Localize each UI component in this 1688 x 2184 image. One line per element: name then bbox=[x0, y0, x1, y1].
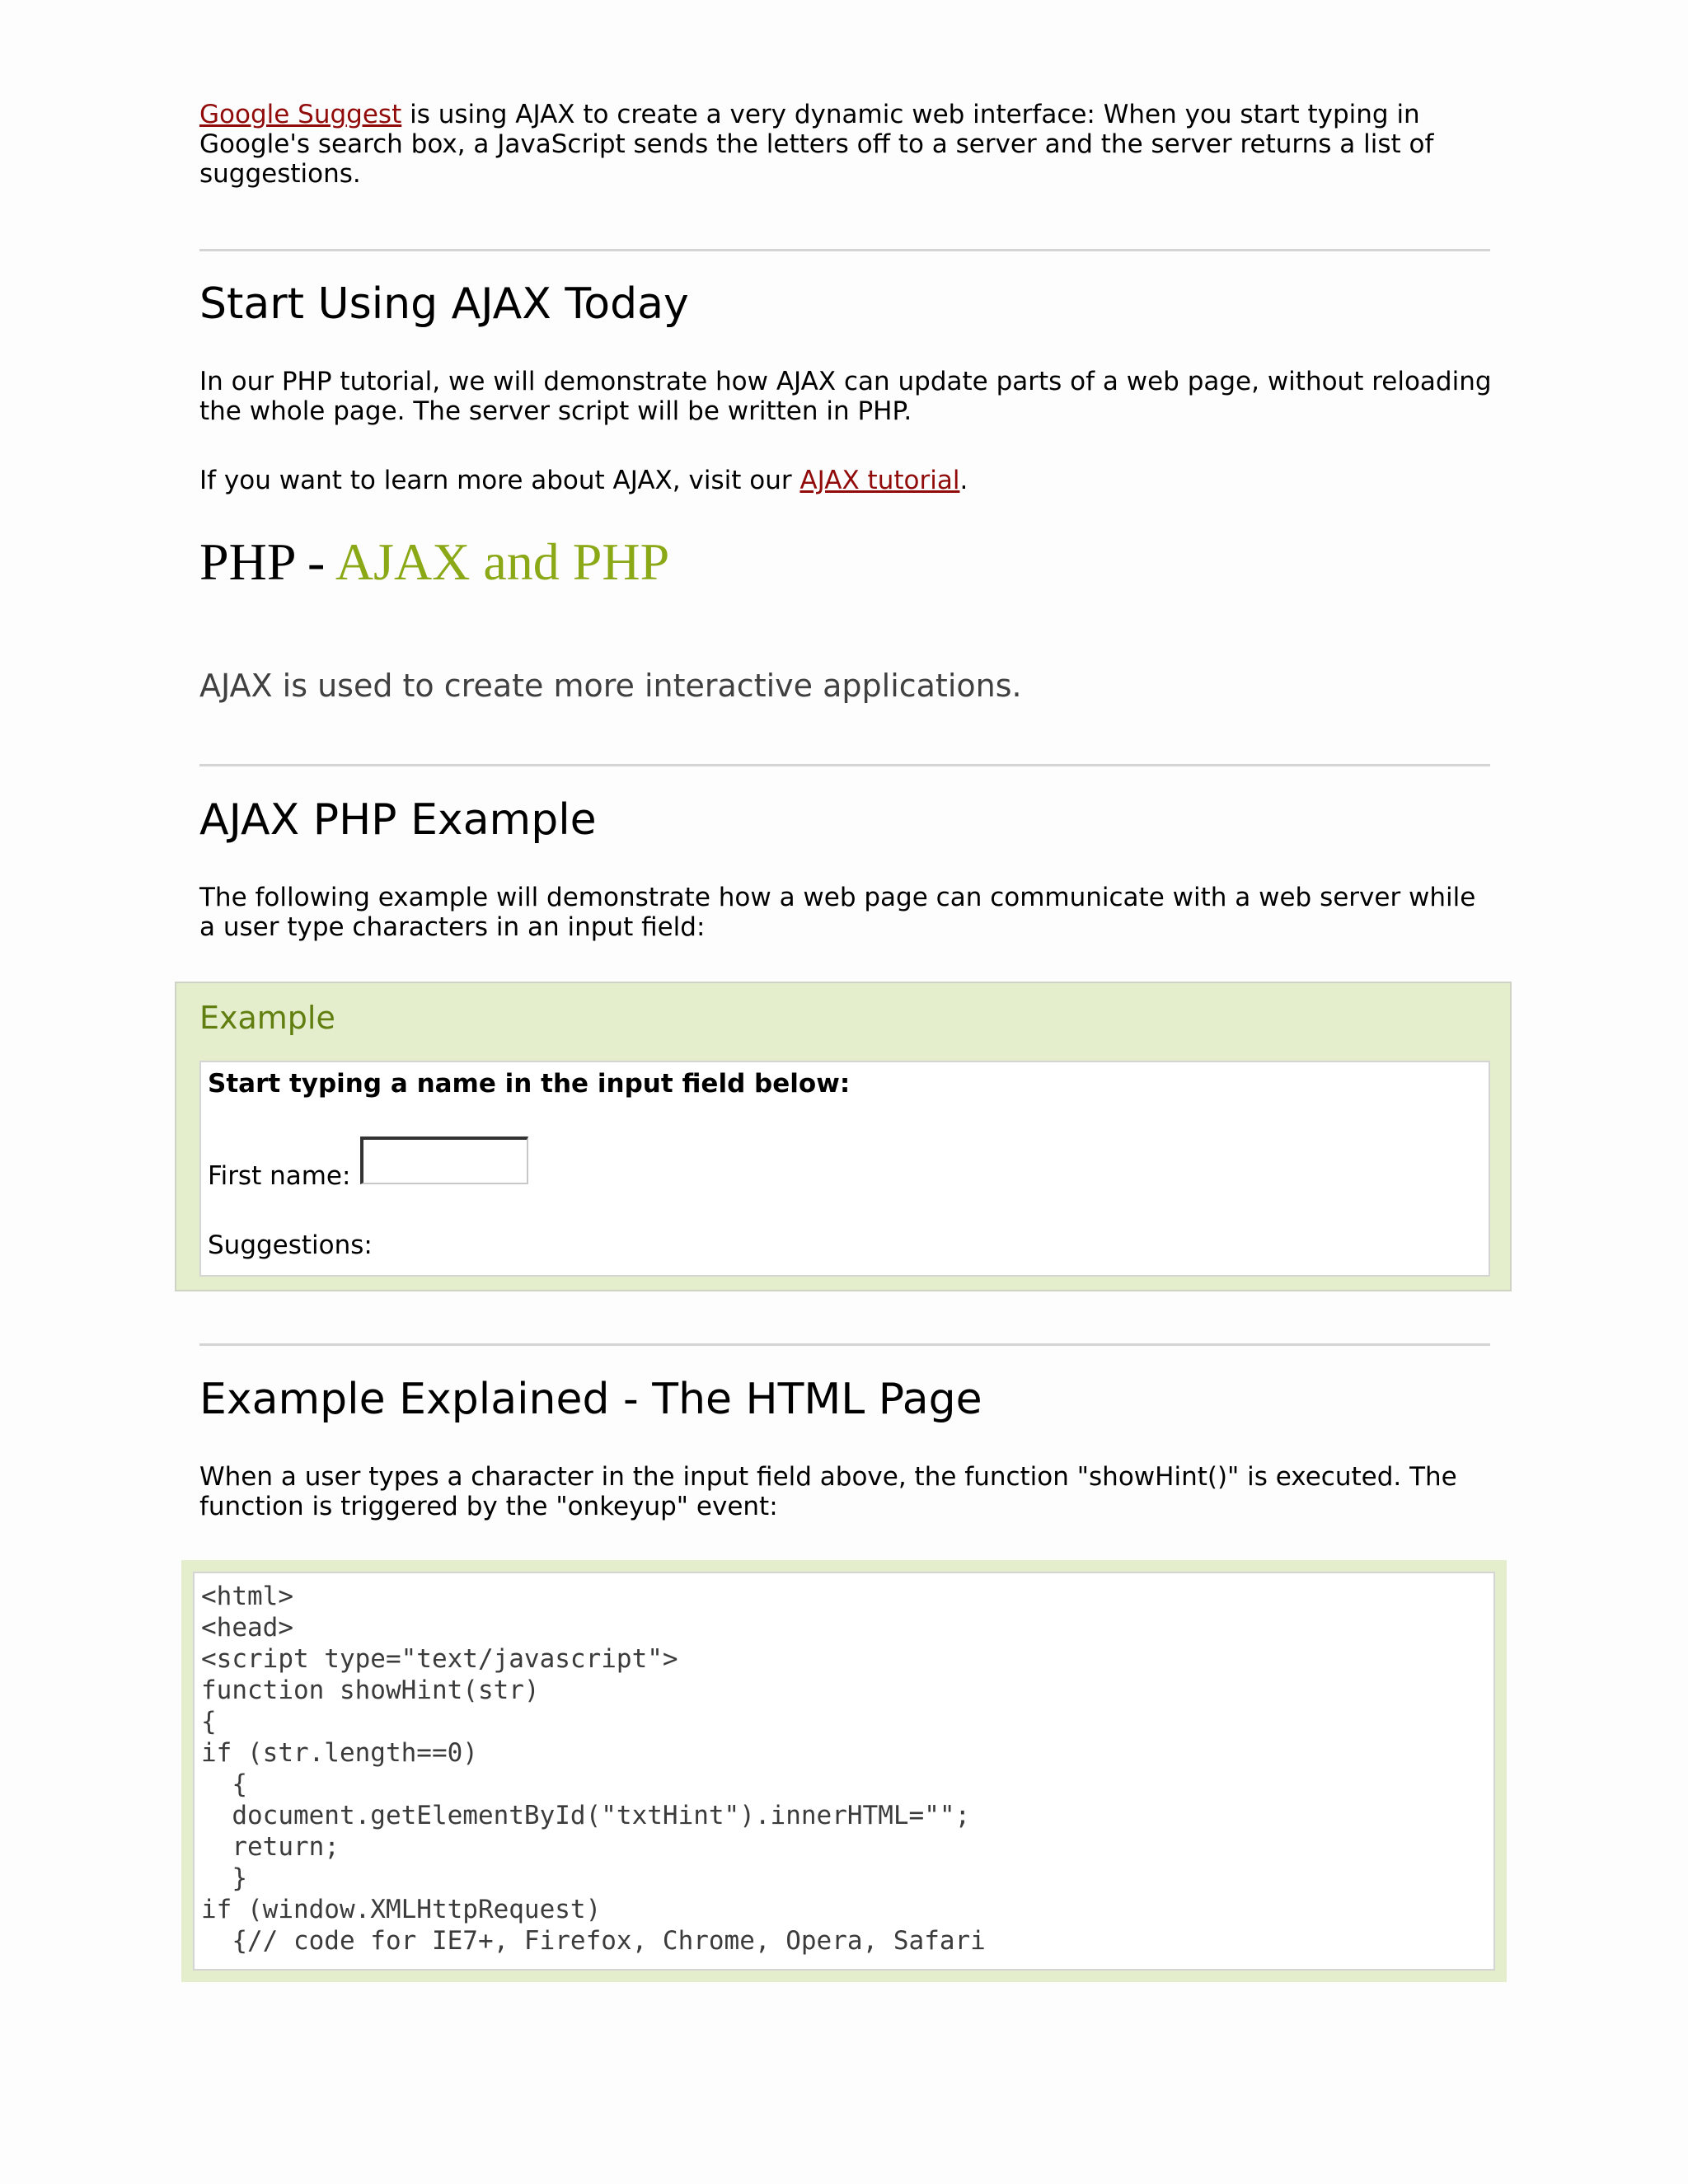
section-heading-ajax-php-example: AJAX PHP Example bbox=[199, 795, 597, 845]
code-block bbox=[193, 1572, 1495, 1971]
code-example-box bbox=[181, 1560, 1507, 1982]
divider bbox=[199, 1343, 1490, 1346]
code-line: <head> bbox=[201, 1613, 293, 1643]
ajax-tutorial-link[interactable]: AJAX tutorial bbox=[799, 466, 960, 495]
code-line: { bbox=[201, 1769, 247, 1799]
code-line: document.getElementById("txtHint").innerHTML=""; bbox=[201, 1801, 971, 1830]
page-title-accent: AJAX and PHP bbox=[335, 532, 670, 591]
ajax-tutorial-prefix: If you want to learn more about AJAX, visit our bbox=[199, 466, 800, 495]
section-heading-start-using-ajax: Start Using AJAX Today bbox=[199, 279, 689, 329]
suggestions-label: Suggestions: bbox=[208, 1230, 373, 1260]
code-line: if (str.length==0) bbox=[201, 1738, 478, 1768]
intro-paragraph bbox=[199, 100, 1493, 189]
page-title-prefix: PHP - bbox=[199, 532, 335, 591]
divider bbox=[199, 249, 1490, 251]
example-section-paragraph: The following example will demonstrate how a web page can communicate with a web server while a user type characters in an input field: bbox=[199, 883, 1476, 942]
first-name-label: First name: bbox=[208, 1161, 351, 1191]
first-name-input[interactable] bbox=[360, 1137, 528, 1184]
intro-paragraph-text: is using AJAX to create a very dynamic web interface: When you start typing in Google's search box, a JavaScript sends the letters off to a server and the server returns a list of suggestions. bbox=[199, 100, 1434, 189]
code-line: <script type="text/javascript"> bbox=[201, 1644, 678, 1674]
code-line: { bbox=[201, 1707, 217, 1736]
code-line: return; bbox=[201, 1832, 340, 1862]
intro-text: AJAX is used to create more interactive applications. bbox=[199, 668, 1022, 704]
google-suggest-link[interactable]: Google Suggest bbox=[199, 100, 402, 129]
ajax-tutorial-paragraph bbox=[199, 466, 1493, 495]
page-title bbox=[199, 532, 669, 592]
code-line: } bbox=[201, 1863, 247, 1893]
example-instruction: Start typing a name in the input field below: bbox=[208, 1069, 851, 1099]
example-title: Example bbox=[199, 1000, 335, 1036]
code-line: {// code for IE7+, Firefox, Chrome, Opera, Safari bbox=[201, 1926, 986, 1956]
code-line: <html> bbox=[201, 1582, 293, 1611]
example-box bbox=[175, 982, 1512, 1291]
explained-section-paragraph: When a user types a character in the input field above, the function "showHint()" is executed. The function is triggered by the "onkeyup" event: bbox=[199, 1462, 1457, 1521]
code-line: function showHint(str) bbox=[201, 1675, 540, 1705]
start-section-paragraph: In our PHP tutorial, we will demonstrate how AJAX can update parts of a web page, without reloading the whole page. The server script will be written in PHP. bbox=[199, 367, 1492, 426]
example-content bbox=[199, 1061, 1490, 1277]
section-heading-example-explained: Example Explained - The HTML Page bbox=[199, 1375, 982, 1424]
code-line: if (window.XMLHttpRequest) bbox=[201, 1895, 602, 1924]
ajax-tutorial-suffix: . bbox=[959, 466, 968, 495]
divider bbox=[199, 764, 1490, 766]
